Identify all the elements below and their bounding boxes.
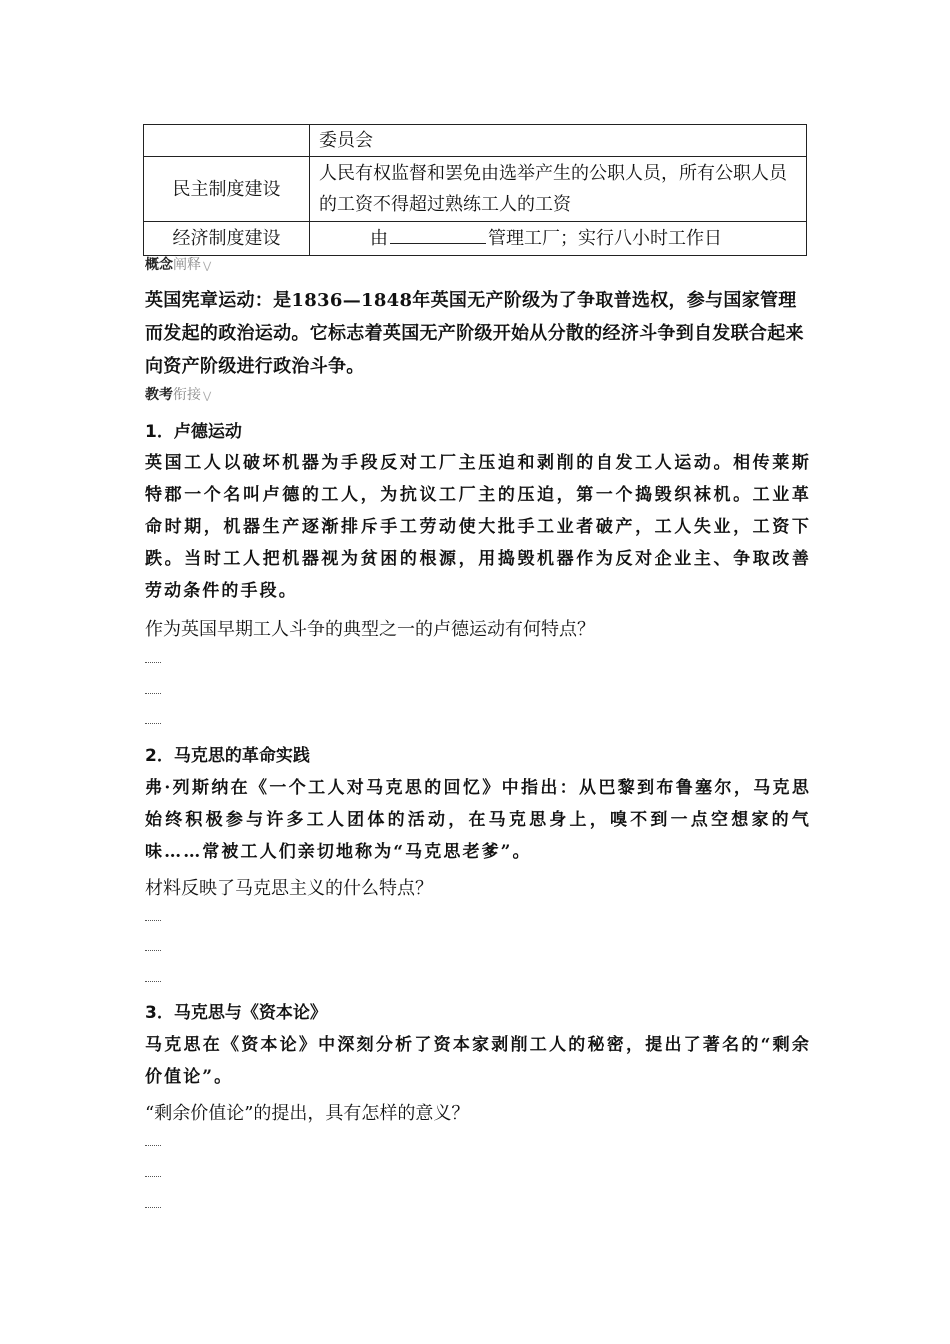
table-cell-content bbox=[310, 222, 807, 256]
section-question: 材料反映了马克思主义的什么特点？ bbox=[145, 878, 433, 899]
teaching-label bbox=[145, 384, 211, 404]
institution-table bbox=[143, 124, 807, 256]
section-heading: 3．马克思与《资本论》 bbox=[145, 1003, 327, 1023]
answer-line[interactable] bbox=[145, 920, 161, 921]
section-material: 英国工人以破坏机器为手段反对工厂主压迫和剥削的自发工人运动。相传莱斯特郡一个名叫卢德的工人，为抗议工厂主的压迫，第一个捣毁织袜机。工业革命时期，机器生产逐渐排斥手工劳动使大批手工业者破产，工人失业，工资下跌。当时工人把机器视为贫困的根源，用捣毁机器作为反对企业主、争取改善劳动条件的手段。 bbox=[145, 453, 811, 601]
table-cell-content: 委员会 bbox=[310, 125, 807, 157]
answer-line[interactable] bbox=[145, 1176, 161, 1177]
answer-line[interactable] bbox=[145, 1145, 161, 1146]
cell-text-after-blank: 管理工厂；实行八小时工作日 bbox=[488, 228, 722, 249]
table-cell-category: 民主制度建设 bbox=[144, 157, 310, 222]
concept-term: 英国宪章运动： bbox=[145, 290, 274, 311]
cell-text-before-blank: 由 bbox=[370, 228, 388, 249]
concept-label-light: 阐释 bbox=[173, 257, 201, 273]
answer-line[interactable] bbox=[145, 981, 161, 982]
section-question: “剩余价值论”的提出，具有怎样的意义？ bbox=[145, 1103, 470, 1124]
table-cell-category bbox=[144, 125, 310, 157]
concept-paragraph bbox=[145, 284, 807, 383]
answer-line[interactable] bbox=[145, 662, 161, 663]
table-row bbox=[144, 157, 807, 222]
section-material: 马克思在《资本论》中深刻分析了资本家剥削工人的秘密，提出了著名的“剩余价值论”。 bbox=[145, 1035, 811, 1087]
concept-label bbox=[145, 254, 211, 274]
section-heading: 1．卢德运动 bbox=[145, 422, 242, 442]
concept-text: 是1836—1848年英国无产阶级为了争取普选权，参与国家管理而发起的政治运动。它标志着英国无产阶级开始从分散的经济斗争到自发联合起来向资产阶级进行政治斗争。 bbox=[145, 290, 804, 377]
answer-line[interactable] bbox=[145, 1207, 161, 1208]
double-chevron-down-icon: ⋁ bbox=[203, 391, 212, 402]
fill-in-blank[interactable] bbox=[390, 225, 486, 244]
table-row bbox=[144, 125, 807, 157]
double-chevron-down-icon: ⋁ bbox=[203, 261, 212, 272]
section-heading: 2．马克思的革命实践 bbox=[145, 746, 310, 766]
table-cell-category: 经济制度建设 bbox=[144, 222, 310, 256]
section-question: 作为英国早期工人斗争的典型之一的卢德运动有何特点？ bbox=[145, 619, 595, 640]
answer-line[interactable] bbox=[145, 723, 161, 724]
concept-label-bold: 概念 bbox=[145, 257, 173, 273]
answer-line[interactable] bbox=[145, 950, 161, 951]
teaching-label-bold: 教考 bbox=[145, 387, 173, 403]
table-row bbox=[144, 222, 807, 256]
section-material: 弗·列斯纳在《一个工人对马克思的回忆》中指出：从巴黎到布鲁塞尔，马克思始终积极参与许多工人团体的活动，在马克思身上，嗅不到一点空想家的气味……常被工人们亲切地称为“马克思老爹”。 bbox=[145, 778, 811, 862]
answer-line[interactable] bbox=[145, 693, 161, 694]
table-cell-content: 人民有权监督和罢免由选举产生的公职人员，所有公职人员的工资不得超过熟练工人的工资 bbox=[310, 157, 807, 222]
teaching-label-light: 衔接 bbox=[173, 387, 201, 403]
